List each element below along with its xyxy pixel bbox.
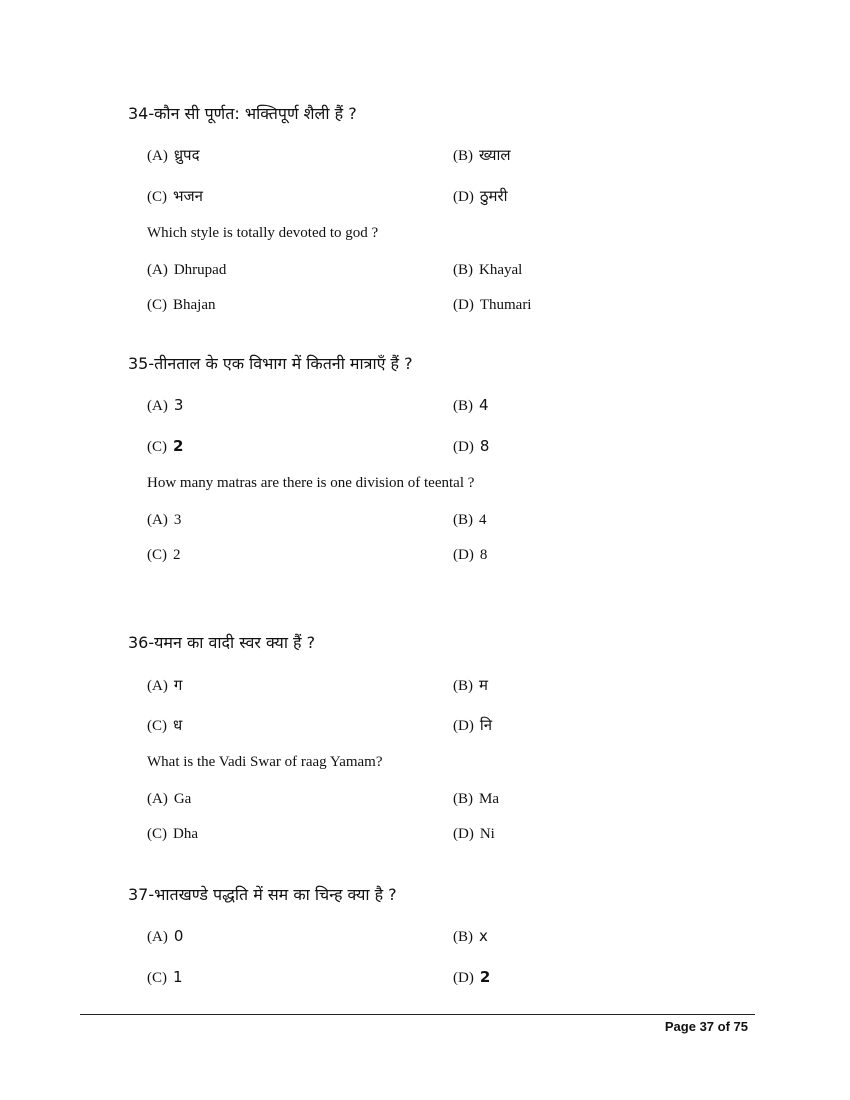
question-title-hindi [128, 352, 413, 374]
question-text-hindi: भातखण्डे पद्धति में सम का चिन्ह क्या है ? [154, 885, 397, 904]
option-b-english: (B) Ma [453, 791, 499, 807]
question-text-hindi: तीनताल के एक विभाग में कितनी मात्राएँ हैं ? [154, 354, 413, 373]
question-number: 37- [128, 885, 155, 904]
option-c-hindi: (C) 1 [147, 968, 183, 986]
option-a-english: (A) Dhrupad [147, 262, 227, 278]
question-text-hindi: कौन सी पूर्णत: भक्तिपूर्ण शैली हैं ? [154, 104, 357, 123]
question-title-hindi [128, 883, 397, 905]
option-d-hindi: (D) ठुमरी [453, 187, 508, 205]
option-b-hindi: (B) 4 [453, 396, 489, 414]
question-title-hindi [128, 631, 315, 653]
option-d-english: (D) Thumari [453, 297, 532, 313]
option-a-hindi: (A) 0 [147, 927, 184, 945]
option-d-english: (D) 8 [453, 547, 488, 563]
question-title-hindi [128, 102, 357, 124]
option-d-hindi: (D) 8 [453, 437, 490, 455]
question-number: 34- [128, 104, 155, 123]
option-c-english: (C) Bhajan [147, 297, 216, 313]
option-a-hindi: (A) ध्रुपद [147, 146, 200, 164]
option-a-hindi: (A) ग [147, 676, 183, 694]
option-b-hindi: (B) ख्याल [453, 146, 511, 164]
option-c-hindi: (C) 2 [147, 437, 184, 455]
question-text-english: How many matras are there is one division of teental ? [147, 475, 475, 491]
page-number: Page 37 of 75 [664, 1019, 748, 1034]
option-c-hindi: (C) भजन [147, 187, 204, 205]
option-c-hindi: (C) ध [147, 716, 183, 734]
question-text-english: Which style is totally devoted to god ? [147, 225, 379, 241]
option-c-english: (C) 2 [147, 547, 181, 563]
question-number: 35- [128, 354, 155, 373]
option-a-english: (A) 3 [147, 512, 182, 528]
option-c-english: (C) Dha [147, 826, 198, 842]
option-b-english: (B) Khayal [453, 262, 523, 278]
option-d-english: (D) Ni [453, 826, 495, 842]
option-b-hindi: (B) म [453, 676, 488, 694]
option-a-english: (A) Ga [147, 791, 192, 807]
option-b-hindi: (B) x [453, 927, 488, 945]
option-d-hindi: (D) नि [453, 716, 493, 734]
question-text-english: What is the Vadi Swar of raag Yamam? [147, 754, 383, 770]
option-d-hindi: (D) 2 [453, 968, 491, 986]
question-text-hindi: यमन का वादी स्वर क्या हैं ? [154, 633, 316, 652]
footer-divider [80, 1014, 755, 1015]
option-b-english: (B) 4 [453, 512, 487, 528]
question-number: 36- [128, 633, 155, 652]
option-a-hindi: (A) 3 [147, 396, 184, 414]
